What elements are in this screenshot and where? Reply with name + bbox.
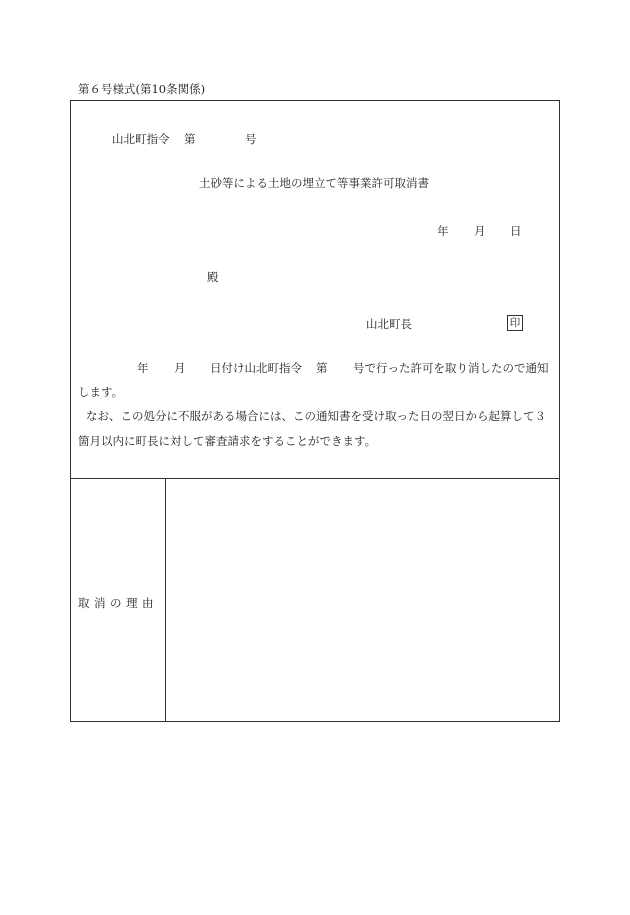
date-month-label: 月 (474, 224, 486, 238)
directive-prefix: 山北町指令 (112, 132, 170, 146)
document-title: 土砂等による土地の埋立て等事業許可取消書 (199, 176, 429, 190)
body-notice-text: 号で行った許可を取り消したので通知 (353, 361, 549, 375)
body-date-directive-text: 日付け山北町指令 (210, 361, 302, 375)
body-number-label: 第 (316, 361, 328, 375)
cancellation-reason-label: 取消の理由 (78, 596, 158, 610)
appeal-notice-line-2: 箇月以内に町長に対して審査請求をすることができます。 (78, 434, 377, 448)
recipient-honorific: 殿 (207, 270, 219, 284)
form-number-label: 第６号様式(第10条関係) (78, 82, 206, 96)
date-day-label: 日 (510, 224, 522, 238)
directive-number-label: 第 (184, 132, 196, 146)
section-divider (70, 478, 560, 479)
body-year-label: 年 (137, 361, 149, 375)
seal-stamp: 印 (507, 315, 523, 331)
appeal-notice-line-1: なお、この処分に不服がある場合には、この通知書を受け取った日の翌日から起算して３ (86, 409, 546, 423)
body-paragraph-line-2: します。 (78, 385, 124, 399)
directive-suffix: 号 (245, 132, 257, 146)
reason-column-divider (165, 478, 166, 722)
date-year-label: 年 (437, 224, 449, 238)
body-month-label: 月 (174, 361, 186, 375)
issuer-name: 山北町長 (366, 317, 412, 331)
